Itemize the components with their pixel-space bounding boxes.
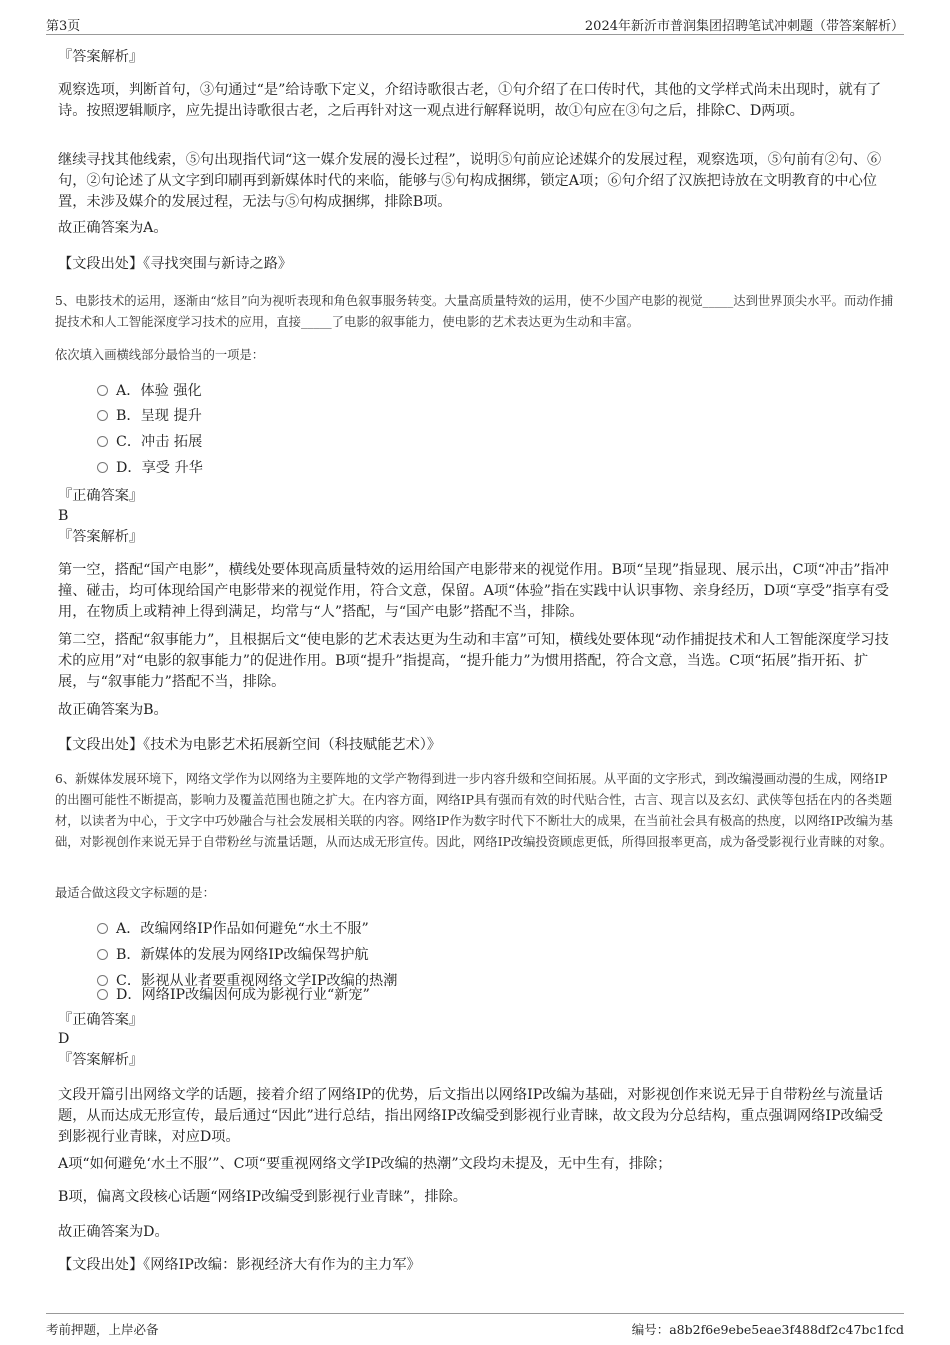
q5-analysis-p1: 第一空，搭配“国产电影”，横线处要体现高质量特效的运用给国产电影带来的视觉作用。B项“呈现”指显现、展示出，C项“冲击”指冲撞、碰击，均可体现给国产电影带来的视觉作用，符合文意，保留。A项“体验”指在实践中认识事物、亲身经历，D项“享受”指享有受用，在物质上或精神上得到满足，均常与“人”搭配，与“国产电影”搭配不当，排除。 [58,562,889,620]
radio-icon[interactable] [97,410,108,421]
q6-answer: D [58,1031,70,1047]
q6-option-b[interactable]: B．新媒体的发展为网络IP改编保驾护航 [97,945,369,965]
q6-option-d[interactable]: D．网络IP改编因何成为影视行业“新宠” [97,985,370,1005]
document-title: 2024年新沂市普润集团招聘笔试冲刺题（带答案解析） [584,19,904,34]
q5-option-b[interactable]: B．呈现 提升 [97,406,202,426]
q6-answer-label: 『正确答案』 [58,1012,144,1028]
document-id: 编号：a8b2f6e9ebe5eae3f488df2c47bc1fcd [631,1322,904,1337]
radio-icon[interactable] [97,436,108,447]
radio-icon[interactable] [97,949,108,960]
q4-analysis-label: 『答案解析』 [58,49,144,65]
q5-analysis-p2: 第二空，搭配“叙事能力”，且根据后文“使电影的艺术表达更为生动和丰富”可知，横线处要体现“动作捕捉技术和人工智能深度学习技术的应用”对“电影的叙事能力”的促进作用。B项“提升”指提高，“提升能力”为惯用搭配，符合文意，当选。C项“拓展”指开拓、扩展，与“叙事能力”搭配不当，排除。 [58,632,889,690]
q6-prompt: 最适合做这段文字标题的是： [55,886,215,900]
q5-source: 【文段出处】《技术为电影艺术拓展新空间（科技赋能艺术）》 [58,737,442,753]
radio-icon[interactable] [97,989,108,1000]
q6-option-c[interactable]: C．影视从业者要重视网络文学IP改编的热潮 [97,971,397,991]
footer-slogan: 考前押题，上岸必备 [46,1322,159,1337]
radio-icon[interactable] [97,923,108,934]
q5-stem: 5、电影技术的运用，逐渐由“炫目”向为视听表现和角色叙事服务转变。大量高质量特效的运用，使不少国产电影的视觉_____达到世界顶尖水平。而动作捕捉技术和人工智能深度学习技术的应用，直接_____了电影的叙事能力，使电影的艺术表达更为生动和丰富。 [55,294,894,329]
q6-analysis-p2: A项“如何避免‘水土不服’”、C项“要重视网络文学IP改编的热潮”文段均未提及，无中生有，排除； [58,1156,672,1172]
q5-prompt: 依次填入画横线部分最恰当的一项是： [55,348,265,362]
q6-conclusion: 故正确答案为D。 [58,1224,169,1240]
q6-stem: 6、新媒体发展环境下，网络文学作为以网络为主要阵地的文学产物得到进一步内容升级和空间拓展。从平面的文字形式，到改编漫画动漫的生成，网络IP的出圈可能性不断提高，影响力及覆盖范围也随之扩大。在内容方面，网络IP具有强而有效的时代贴合性，古言、现言以及玄幻、武侠等包括在内的各类题材，以读者为中心，于文字中巧妙融合与社会发展相关联的内容。网络IP作为数字时代下不断壮大的成果，在当前社会具有极高的热度，以网络IP改编为基础，对影视创作来说无异于自带粉丝与流量话题，从而达成无形宣传。因此，网络IP改编投资顾虑更低，所得回报率更高，成为备受影视行业青睐的对象。 [55,772,893,849]
q5-answer-label: 『正确答案』 [58,488,144,504]
q5-conclusion: 故正确答案为B。 [58,702,168,718]
radio-icon[interactable] [97,462,108,473]
q4-analysis-p1: 观察选项，判断首句，③句通过“是”给诗歌下定义，介绍诗歌很古老，①句介绍了在口传时代，其他的文学样式尚未出现时，就有了诗。按照逻辑顺序，应先提出诗歌很古老，之后再针对这一观点进行解释说明，故①句应在③句之后，排除C、D两项。 [58,82,882,119]
q5-option-c[interactable]: C．冲击 拓展 [97,432,202,452]
q6-analysis-p3: B项，偏离文段核心话题“网络IP改编受到影视行业青睐”，排除。 [58,1189,467,1205]
q6-option-a[interactable]: A．改编网络IP作品如何避免“水土不服” [97,919,369,939]
q4-source: 【文段出处】《寻找突围与新诗之路》 [58,256,293,272]
q5-analysis-label: 『答案解析』 [58,529,144,545]
q4-analysis-p2: 继续寻找其他线索，⑤句出现指代词“这一媒介发展的漫长过程”，说明⑤句前应论述媒介的发展过程，观察选项，⑤句前有②句、⑥句，②句论述了从文字到印刷再到新媒体时代的来临，能够与⑤句构成捆绑，锁定A项；⑥句介绍了汉族把诗放在文明教育的中心位置，未涉及媒介的发展过程，无法与⑤句构成捆绑，排除B项。 [58,152,882,210]
q6-analysis-label: 『答案解析』 [58,1052,144,1068]
q5-option-d[interactable]: D．享受 升华 [97,458,203,478]
page-header [46,12,904,35]
q5-answer: B [58,508,69,524]
q4-conclusion: 故正确答案为A。 [58,220,168,236]
radio-icon[interactable] [97,385,108,396]
page-footer [46,1313,904,1338]
q6-source: 【文段出处】《网络IP改编：影视经济大有作为的主力军》 [58,1257,421,1273]
q6-analysis-p1: 文段开篇引出网络文学的话题，接着介绍了网络IP的优势，后文指出以网络IP改编为基础，对影视创作来说无异于自带粉丝与流量话题，从而达成无形宣传，最后通过“因此”进行总结，指出网络IP改编受到影视行业青睐，故文段为分总结构，重点强调网络IP改编受到影视行业青睐，对应D项。 [58,1087,884,1145]
q5-option-a[interactable]: A．体验 强化 [97,381,202,401]
page-number: 第3页 [46,19,81,34]
